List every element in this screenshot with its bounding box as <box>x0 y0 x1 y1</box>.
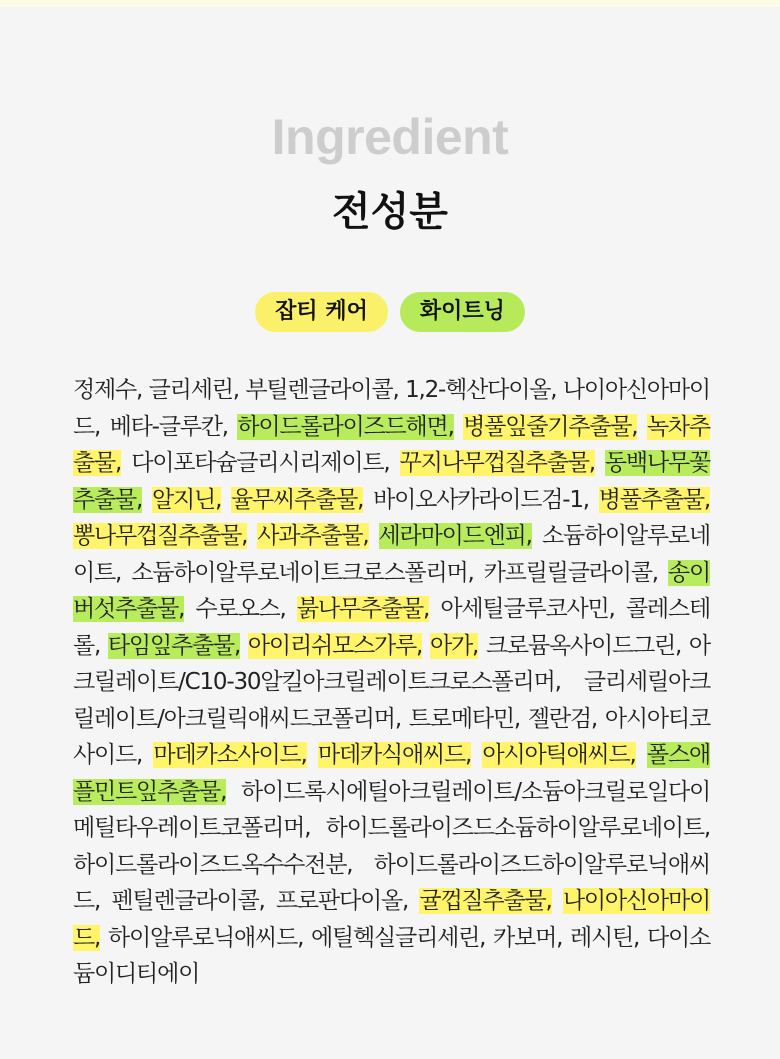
ingredient-item: 트로메타민, <box>408 705 520 732</box>
ingredient-item: 마데카식애씨드, <box>317 742 472 768</box>
ingredient-item: 나이아신아마이드, <box>73 377 710 440</box>
ingredient-item: 사과추출물, <box>257 523 369 549</box>
ingredient-item: 에틸헥실글리세린, <box>310 924 486 951</box>
ingredient-item: 펜틸렌글라이콜, <box>111 888 265 914</box>
ingredient-item: 레시틴, <box>569 924 640 951</box>
ingredient-item: 마데카소사이드, <box>153 742 307 768</box>
ingredient-item: 귤껍질추출물, <box>419 888 552 914</box>
ingredient-item: 하이알루로닉애씨드, <box>107 924 304 951</box>
ingredient-item: 하이드롤라이즈드하이알루로닉애씨드, <box>73 851 710 914</box>
ingredient-item: 1,2-헥산다이올, <box>405 377 557 403</box>
ingredient-item: 다이포타슘글리시리제이트, <box>131 450 390 476</box>
badge-whitening: 화이트닝 <box>400 292 525 332</box>
ingredient-item: 카프릴릴글라이콜, <box>483 559 658 586</box>
ingredient-list <box>73 372 710 993</box>
ingredient-item: 바이오사카라이드검-1, <box>373 486 589 513</box>
top-strip <box>0 0 780 7</box>
ingredient-item: 콜레스테롤, <box>73 596 710 659</box>
ingredient-item: 뽕나무껍질추출물, <box>73 523 248 549</box>
ingredient-item: 글리세린, <box>148 377 239 403</box>
section-eyebrow: Ingredient <box>271 109 509 165</box>
ingredient-item: 하이드롤라이즈드해면, <box>237 413 454 440</box>
ingredient-item: 타임잎추출물, <box>107 632 241 659</box>
ingredient-item: 하이드롤라이즈드소듐하이알루로네이트, <box>325 815 710 841</box>
ingredient-item: 세라마이드엔피, <box>378 523 532 549</box>
ingredient-item: 정제수, <box>73 377 143 403</box>
badge-spot-care: 잡티 케어 <box>255 292 388 332</box>
ingredient-item: 하이드롤라이즈드옥수수전분, <box>73 851 353 878</box>
ingredient-item: 젤란검, <box>527 705 598 732</box>
feature-badges <box>0 292 780 332</box>
ingredient-item: 녹차추출물, <box>73 413 710 476</box>
ingredient-item: 아가, <box>429 632 479 659</box>
ingredient-item: 아시아티코사이드, <box>73 705 710 768</box>
ingredient-item: 카보머, <box>493 924 563 951</box>
ingredient-item: 아크릴레이트/C10-30알킬아크릴레이트크로스폴리머, <box>73 632 710 695</box>
ingredient-item: 병풀추출물, <box>598 486 710 513</box>
ingredient-item: 아이리쉬모스가루, <box>247 632 423 659</box>
ingredient-item: 알지닌, <box>152 486 222 513</box>
ingredient-item: 율무씨추출물, <box>231 486 364 513</box>
ingredient-item: 하이드록시에틸아크릴레이트/소듐아크릴로일다이메틸타우레이트코폴리머, <box>73 778 710 841</box>
ingredient-item: 부틸렌글라이콜, <box>245 377 399 403</box>
ingredient-item: 다이소듐이디티에이 <box>73 924 710 987</box>
ingredient-item: 꾸지나무껍질추출물, <box>399 450 595 476</box>
ingredient-item: 동백나무꽃추출물, <box>73 450 710 513</box>
page-title: 전성분 <box>332 189 448 235</box>
ingredient-item: 붉나무추출물, <box>296 596 430 622</box>
ingredient-item: 아세틸글루코사민, <box>440 596 615 622</box>
ingredient-item: 프로판다이올, <box>275 888 409 914</box>
ingredient-item: 크로뮴옥사이드그린, <box>485 632 682 659</box>
ingredient-item: 소듐하이알루로네이트크로스폴리머, <box>131 559 474 586</box>
ingredient-item: 베타-글루칸, <box>109 413 228 440</box>
ingredient-item: 폴스애플민트잎추출물, <box>73 742 710 805</box>
ingredient-item: 나이아신아마이드, <box>73 888 710 951</box>
ingredient-item: 병풀잎줄기추출물, <box>463 413 638 440</box>
ingredient-item: 송이버섯추출물, <box>73 559 710 622</box>
ingredient-item: 글리세릴아크릴레이트/아크릴릭애씨드코폴리머, <box>73 669 710 732</box>
ingredient-item: 수로오스, <box>195 596 286 622</box>
ingredient-item: 아시아틱애씨드, <box>482 742 636 768</box>
ingredient-item: 소듐하이알루로네이트, <box>73 523 710 586</box>
